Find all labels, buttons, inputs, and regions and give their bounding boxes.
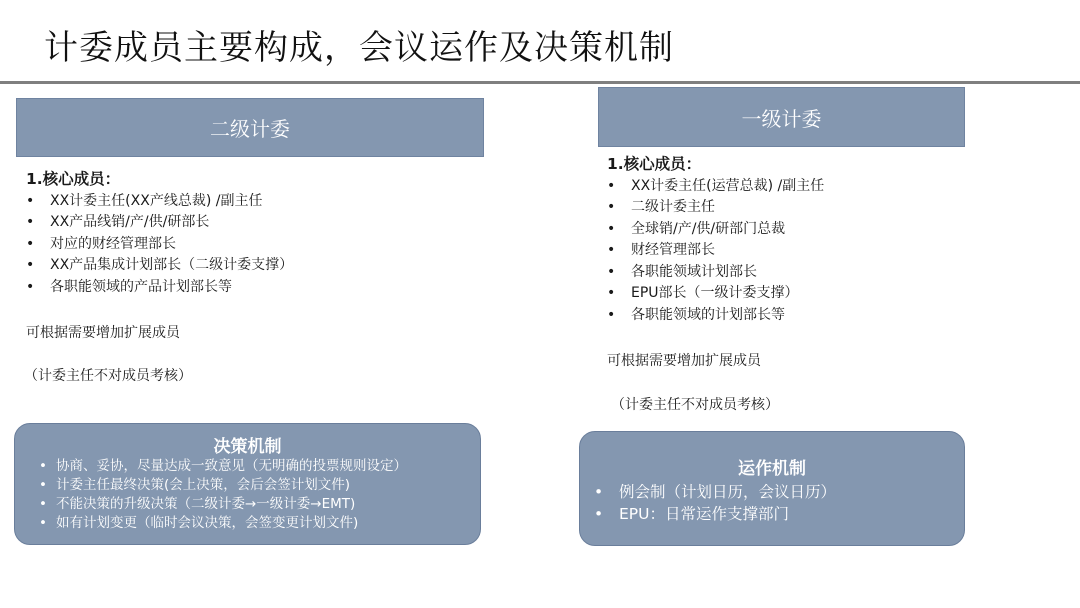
list-item: • 对应的财经管理部长 — [26, 235, 176, 252]
list-item: • 各职能领域的产品计划部长等 — [26, 278, 232, 295]
left-note-assessment: （计委主任不对成员考核） — [24, 368, 192, 384]
list-item: • 不能决策的升级决策（二级计委→一级计委→EMT) — [39, 496, 356, 512]
list-item: • 例会制（计划日历，会议日历） — [594, 483, 837, 501]
list-item: • XX产品集成计划部长（二级计委支撑） — [26, 257, 294, 273]
right-header-label: 一级计委 — [741, 106, 822, 131]
list-item: • 二级计委主任 — [607, 199, 715, 215]
list-item: • EPU部长（一级计委支撑） — [607, 285, 799, 301]
right-note-assessment: （计委主任不对成员考核） — [611, 397, 779, 413]
list-item: • XX产品线销/产/供/研部长 — [26, 214, 210, 230]
right-mechanism-title: 运作机制 — [738, 459, 806, 479]
left-header-label: 二级计委 — [210, 117, 290, 141]
left-mechanism-list — [39, 457, 480, 533]
left-note-extend: 可根据需要增加扩展成员 — [26, 325, 180, 341]
list-item: • XX计委主任(运营总裁) /副主任 — [607, 177, 825, 194]
list-item: • 财经管理部长 — [607, 242, 715, 258]
list-item: • 计委主任最终决策(会上决策，会后会签计划文件) — [39, 477, 351, 493]
right-mechanism-box — [579, 431, 965, 546]
list-item: • 全球销/产/供/研部门总裁 — [607, 220, 786, 237]
left-members — [26, 169, 293, 298]
left-section-label: 1.核心成员： — [26, 170, 121, 188]
left-member-list — [26, 191, 293, 299]
title-divider — [0, 81, 1080, 84]
right-header-box — [598, 87, 965, 147]
right-members — [607, 154, 824, 326]
left-mechanism-box — [14, 423, 481, 545]
left-header-box — [16, 98, 484, 157]
right-mechanism-list — [594, 481, 964, 525]
list-item: • EPU：日常运作支撑部门 — [594, 505, 789, 523]
left-mechanism-title: 决策机制 — [213, 437, 282, 457]
right-member-list — [607, 176, 824, 327]
list-item: • 各职能领域的计划部长等 — [607, 306, 785, 323]
right-note-extend: 可根据需要增加扩展成员 — [607, 353, 761, 369]
right-section-label: 1.核心成员： — [607, 155, 702, 173]
page-title: 计委成员主要构成，会议运作及决策机制 — [44, 28, 674, 68]
list-item: • 各职能领域计划部长 — [607, 263, 757, 280]
list-item: • XX计委主任(XX产线总裁) /副主任 — [26, 192, 263, 209]
list-item: • 如有计划变更（临时会议决策，会签变更计划文件) — [39, 515, 359, 531]
list-item: • 协商、妥协，尽量达成一致意见（无明确的投票规则设定） — [39, 458, 407, 474]
